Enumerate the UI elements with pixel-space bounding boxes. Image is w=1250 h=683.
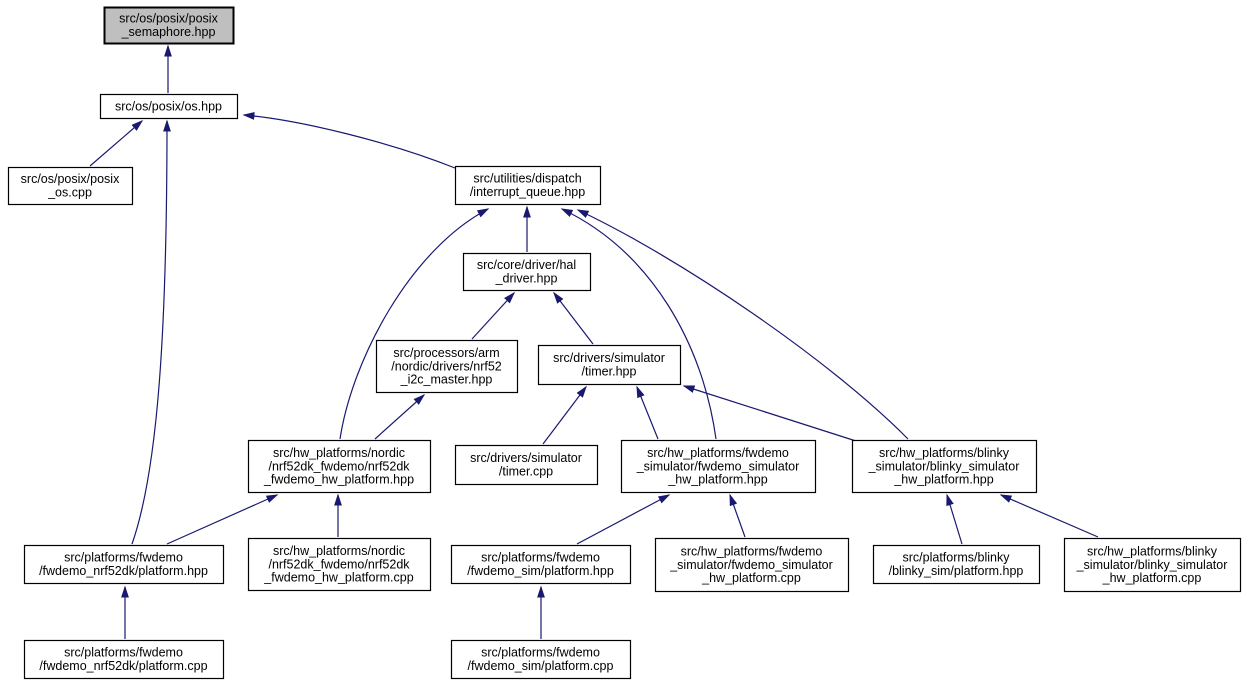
node-label: src/hw_platforms/blinky _simulator/blinky_simulator _hw_platform.cpp <box>1076 544 1228 586</box>
edge-i2c_master_hpp--hal_driver_hpp <box>472 293 514 339</box>
edge-fwdemo_sim_hw_platform_hpp--sim_timer_hpp <box>637 387 658 439</box>
node-blinky_sim_hw_platform_hpp[interactable] <box>853 441 1037 493</box>
node-os_hpp[interactable] <box>101 95 238 119</box>
node-posix_semaphore_hpp <box>105 8 234 44</box>
edge-fwdemo_nrf52dk_platform_hpp--nrf52dk_hw_platform_hpp <box>167 495 277 544</box>
node-label: src/core/driver/hal _driver.hpp <box>476 258 577 286</box>
node-label: src/hw_platforms/fwdemo _simulator/fwdemo_simulator _hw_platform.hpp <box>636 445 800 487</box>
node-fwdemo_sim_hw_platform_hpp[interactable] <box>622 441 816 493</box>
node-label: src/platforms/fwdemo /fwdemo_sim/platform.hpp <box>467 550 614 578</box>
node-label: src/platforms/blinky /blinky_sim/platform.hpp <box>888 550 1024 578</box>
node-label: src/utilities/dispatch /interrupt_queue.hpp <box>469 171 586 199</box>
node-label: src/platforms/fwdemo /fwdemo_sim/platform.cpp <box>467 645 614 673</box>
node-label: src/processors/arm /nordic/drivers/nrf52 _i2c_master.hpp <box>391 345 502 387</box>
node-nrf52dk_hw_platform_hpp[interactable] <box>249 441 431 493</box>
node-i2c_master_hpp[interactable] <box>377 341 518 393</box>
node-label: src/platforms/fwdemo /fwdemo_nrf52dk/platform.cpp <box>39 645 208 673</box>
node-sim_timer_cpp[interactable] <box>456 446 598 485</box>
edge-sim_timer_hpp--hal_driver_hpp <box>554 293 593 344</box>
edge-fwdemo_sim_hw_platform_hpp--interrupt_queue_hpp <box>562 209 716 439</box>
node-fwdemo_sim_platform_cpp[interactable] <box>452 641 631 679</box>
node-sim_timer_hpp[interactable] <box>539 346 681 385</box>
node-label: src/hw_platforms/blinky _simulator/blinky_simulator _hw_platform.hpp <box>868 445 1020 487</box>
node-interrupt_queue_hpp[interactable] <box>456 167 601 205</box>
edge-blinky_sim_platform_hpp--blinky_sim_hw_platform_hpp <box>947 495 962 544</box>
node-label: src/os/posix/posix _os.cpp <box>20 172 120 200</box>
node-blinky_sim_platform_hpp[interactable] <box>874 546 1040 584</box>
edge-blinky_sim_hw_platform_cpp--blinky_sim_hw_platform_hpp <box>1001 495 1098 537</box>
node-blinky_sim_hw_platform_cpp[interactable] <box>1065 539 1241 592</box>
node-fwdemo_sim_platform_hpp[interactable] <box>452 546 631 584</box>
node-label: src/drivers/simulator /timer.hpp <box>553 351 665 379</box>
edge-interrupt_queue_hpp--os_hpp <box>244 115 455 168</box>
node-label: src/hw_platforms/nordic /nrf52dk_fwdemo/nrf52dk _fwdemo_hw_platform.cpp <box>264 543 414 585</box>
node-fwdemo_sim_hw_platform_cpp[interactable] <box>656 539 849 592</box>
nodes-layer <box>9 8 1241 679</box>
node-label: src/platforms/fwdemo /fwdemo_nrf52dk/platform.hpp <box>39 550 208 578</box>
edge-posix_os_cpp--os_hpp <box>90 121 142 166</box>
edge-fwdemo_nrf52dk_platform_hpp--os_hpp <box>132 121 167 544</box>
edge-fwdemo_sim_hw_platform_cpp--fwdemo_sim_hw_platform_hpp <box>730 495 745 537</box>
node-hal_driver_hpp[interactable] <box>464 254 591 291</box>
node-label: src/hw_platforms/fwdemo _simulator/fwdemo_simulator _hw_platform.cpp <box>670 544 833 586</box>
node-posix_os_cpp[interactable] <box>9 168 133 205</box>
node-nrf52dk_hw_platform_cpp[interactable] <box>249 539 431 591</box>
edge-sim_timer_cpp--sim_timer_hpp <box>543 387 586 444</box>
node-label: src/os/posix/posix _semaphore.hpp <box>119 11 218 39</box>
edge-nrf52dk_hw_platform_hpp--i2c_master_hpp <box>375 395 424 439</box>
node-fwdemo_nrf52dk_platform_cpp[interactable] <box>25 641 224 679</box>
edge-blinky_sim_hw_platform_hpp--sim_timer_hpp <box>684 386 856 441</box>
node-label: src/os/posix/os.hpp <box>115 99 222 114</box>
node-label: src/drivers/simulator /timer.cpp <box>470 451 582 479</box>
node-label: src/hw_platforms/nordic /nrf52dk_fwdemo/nrf52dk _fwdemo_hw_platform.hpp <box>263 445 415 487</box>
node-fwdemo_nrf52dk_platform_hpp[interactable] <box>25 546 224 584</box>
edge-fwdemo_sim_platform_hpp--fwdemo_sim_hw_platform_hpp <box>577 495 669 544</box>
